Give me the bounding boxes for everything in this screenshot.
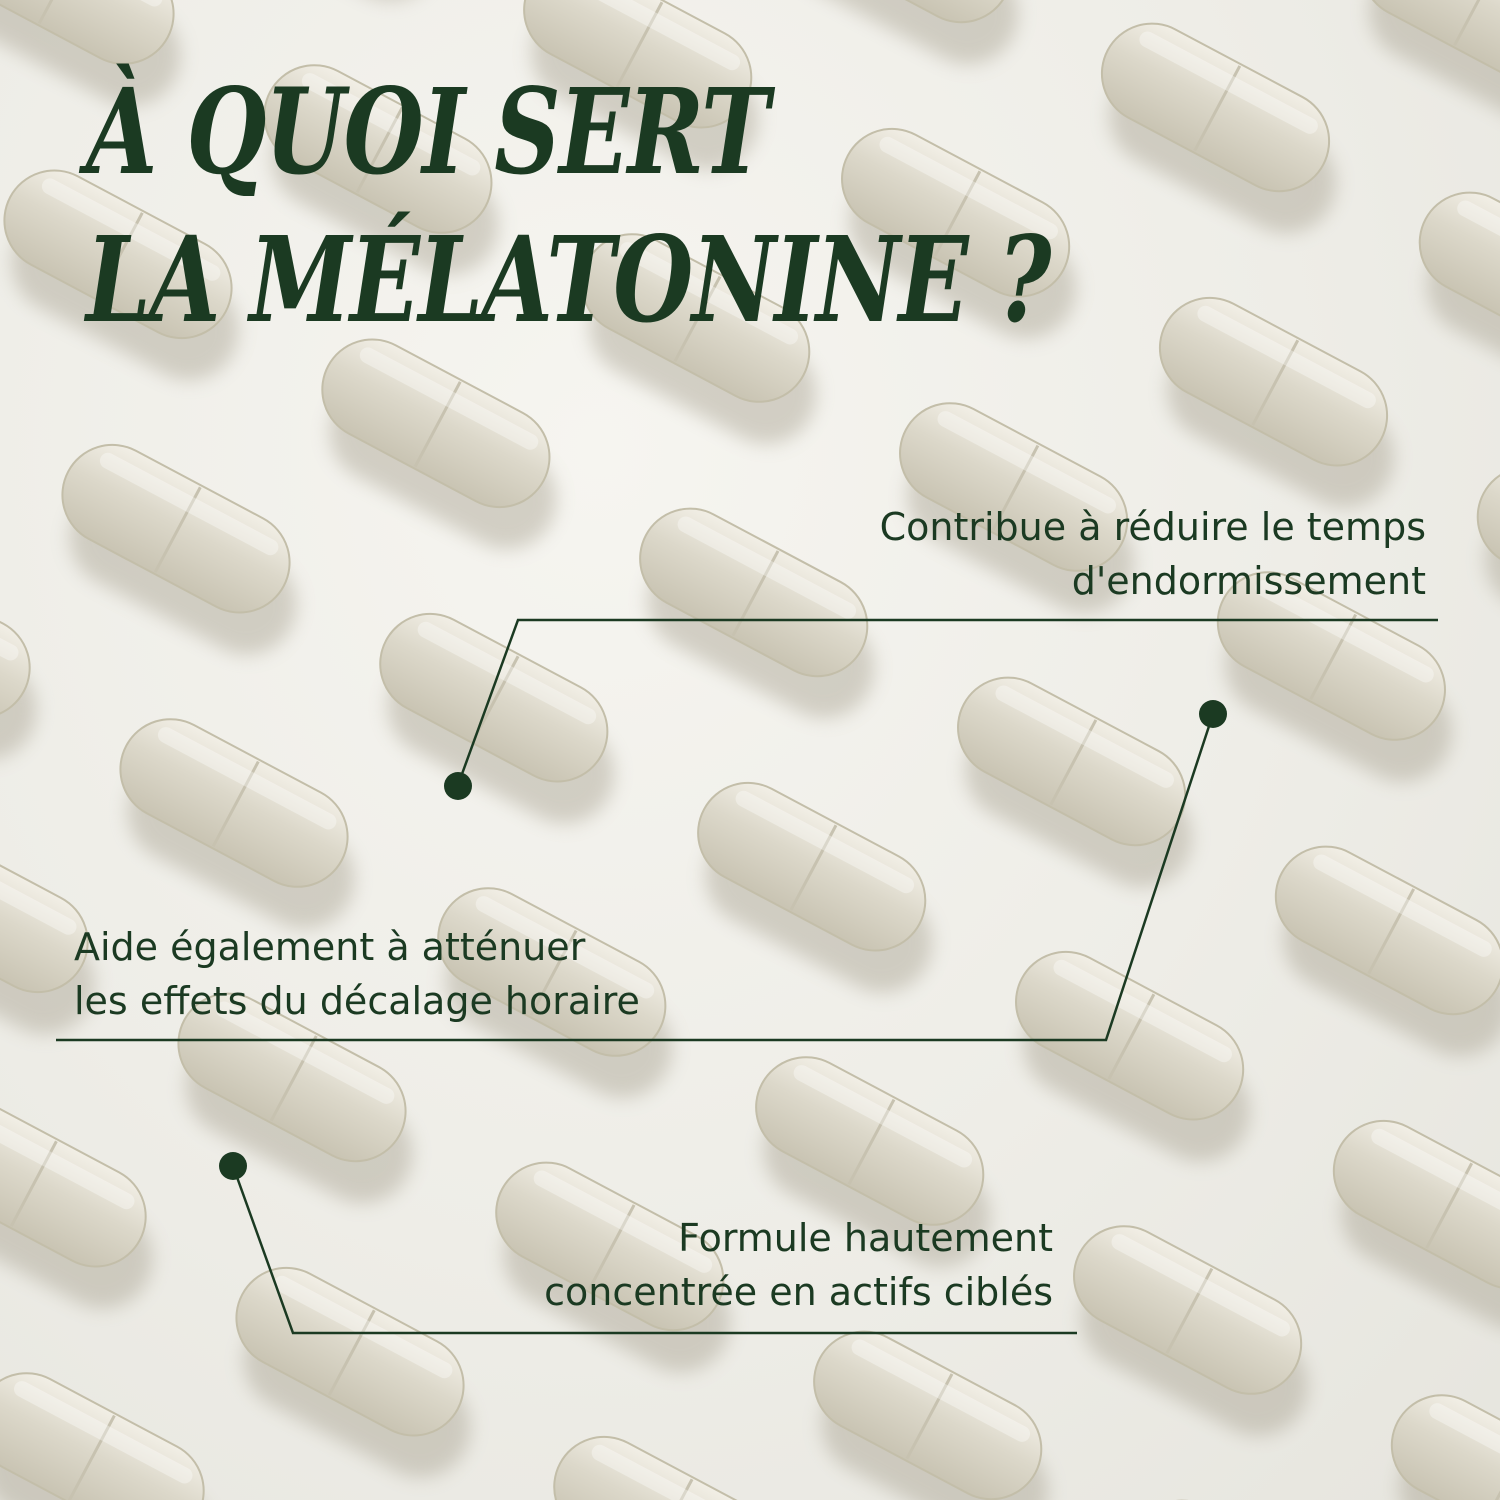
callout-jetlag-line-2: les effets du décalage horaire	[74, 979, 640, 1023]
leader-line-sleep	[458, 620, 1438, 785]
title-line-1: À QUOI SERT	[86, 62, 769, 201]
callout-formula-line-1: Formule hautement	[678, 1216, 1053, 1260]
leader-dot-sleep	[444, 772, 472, 800]
title-line-2: LA MÉLATONINE ?	[86, 210, 1051, 349]
callout-sleep-line-2: d'endormissement	[1071, 559, 1426, 603]
callout-jetlag-line-1: Aide également à atténuer	[74, 925, 586, 969]
callout-sleep-onset	[880, 500, 1426, 608]
callout-formula	[544, 1211, 1053, 1319]
leader-dot-formula	[219, 1152, 247, 1180]
callout-sleep-line-1: Contribue à réduire le temps	[879, 505, 1426, 549]
callout-jet-lag	[74, 920, 640, 1028]
leader-dot-jetlag	[1199, 700, 1227, 728]
callout-formula-line-2: concentrée en actifs ciblés	[544, 1270, 1053, 1314]
